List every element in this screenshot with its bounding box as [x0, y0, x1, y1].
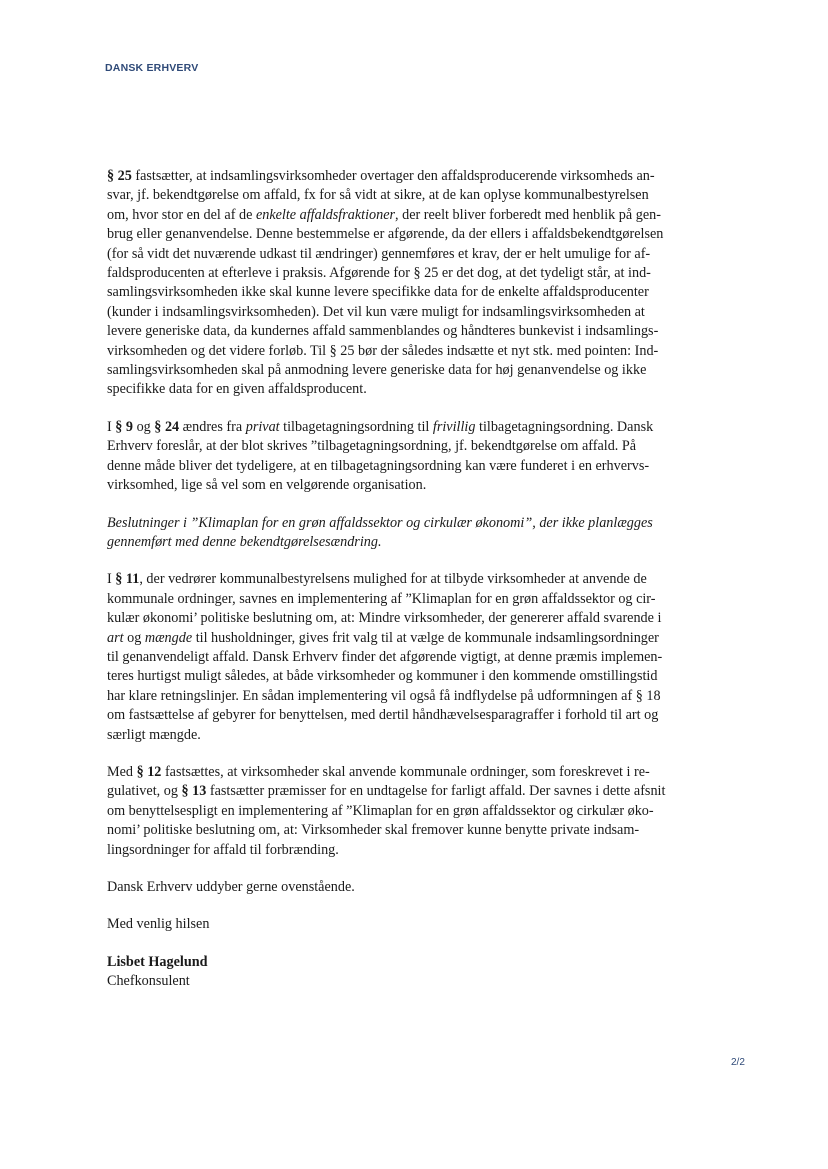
paragraph-section-9-24 — [107, 418, 722, 496]
text-line: har klare retningslinjer. En sådan implementering vil også få indflydelse på udformningen af § 18 — [107, 687, 661, 704]
text-line: art og mængde til husholdninger, gives frit valg til at vælge de kommunale indsamlingsordninger — [107, 629, 659, 646]
page-number: 2/2 — [731, 1057, 745, 1068]
paragraph-section-25 — [107, 167, 722, 400]
text-line: kommunale ordninger, savnes en implementering af ”Klimaplan for en grøn affaldssektor og cir- — [107, 590, 656, 607]
text-line: svar, jf. bekendtgørelse om affald, fx for så vidt at sikre, at de kan oplyse kommunalbestyrelsen — [107, 187, 649, 204]
section-ref: § 13 — [181, 783, 207, 800]
closing-offer: Dansk Erhverv uddyber gerne ovenstående. — [107, 879, 355, 895]
text-line: samlingsvirksomheden skal på anmodning levere generiske data for høj genanvendelse og ikke — [107, 362, 647, 379]
text-line: denne måde bliver det tydeligere, at en tilbagetagningsordning kan være funderet i en erhvervs- — [107, 457, 650, 474]
text-line: specifikke data for en given affaldsproducent. — [107, 381, 367, 398]
text-line: om fastsættelse af gebyrer for benyttelsen, med dertil håndhævelsesparagraffer i forhold til art og — [107, 707, 659, 724]
text-line: brug eller genanvendelse. Denne bestemmelse er afgørende, da der ellers i affaldsbekendtgørelsen — [107, 226, 664, 243]
section-ref: § 11 — [115, 571, 140, 588]
text-line: § 25 fastsætter, at indsamlingsvirksomheder overtager den affaldsproducerende virksomheds an- — [107, 168, 655, 184]
text-line: gulativet, og § 13 fastsætter præmisser for en undtagelse for farligt affald. Der savnes i dette afsnit — [107, 783, 666, 800]
text-line: særligt mængde. — [107, 726, 201, 743]
text-line: virksomhed, lige så vel som en velgørende organisation. — [107, 477, 427, 494]
signature-block — [107, 953, 722, 992]
text-line: nomi’ politiske beslutning om, at: Virksomheder skal fremover kunne benytte private indsam- — [107, 822, 640, 839]
section-ref: § 12 — [136, 763, 162, 780]
text-line: gennemført med denne bekendtgørelsesændring. — [107, 533, 382, 550]
text-line: levere generiske data, da kundernes affald sammenblandes og håndteres bunkevist i indsamlings- — [107, 323, 659, 340]
section-ref: § 24 — [154, 418, 180, 435]
closing-greeting: Med venlig hilsen — [107, 916, 210, 933]
text-line: lingsordninger for affald til forbrænding. — [107, 841, 339, 858]
paragraph-section-11 — [107, 570, 722, 745]
text-line: kulær økonomi’ politiske beslutning om, at: Mindre virksomheder, der genererer affald svarende i — [107, 610, 662, 627]
emphasis-text: enkelte affaldsfraktioner — [255, 206, 396, 223]
brand-header: DANSK ERHVERV — [105, 62, 199, 74]
text-line: Erhverv foreslår, at der blot skrives ”tilbagetagningsordning, jf. bekendtgørelse om affald. På — [107, 438, 637, 455]
section-ref: § 9 — [115, 418, 134, 435]
signature-title: Chefkonsulent — [107, 973, 190, 990]
paragraph-section-12-13 — [107, 763, 722, 860]
text-line: samlingsvirksomheden ikke skal kunne levere specifikke data for de enkelte affaldsproducenter — [107, 284, 649, 301]
emphasis-text: privat — [245, 418, 280, 435]
text-line: I § 11, der vedrører kommunalbestyrelsens mulighed for at tilbyde virksomheder at anvende de — [107, 571, 647, 588]
emphasis-text: frivillig — [432, 418, 476, 435]
text-line: teres hurtigst muligt således, at både virksomheder og kommuner i den kommende omstillingstid — [107, 668, 658, 685]
text-line: I § 9 og § 24 ændres fra privat tilbagetagningsordning til frivillig tilbagetagningsordning. Dansk — [107, 418, 654, 435]
signature-name: Lisbet Hagelund — [107, 953, 208, 970]
paragraph-italic-heading — [107, 514, 722, 553]
text-line: (for så vidt det nuværende udkast til ændringer) gennemføres et krav, der er helt umulige for af- — [107, 245, 651, 262]
text-line: virksomheden og det videre forløb. Til § 25 bør der således indsætte et nyt stk. med pointen: Ind- — [107, 342, 659, 359]
text-line: Beslutninger i ”Klimaplan for en grøn affaldssektor og cirkulær økonomi”, der ikke planlægges — [107, 514, 653, 531]
section-ref: § 25 — [107, 168, 132, 184]
text-line: Med § 12 fastsættes, at virksomheder skal anvende kommunale ordninger, som foreskrevet i re- — [107, 763, 650, 780]
text-line: om, hvor stor en del af de enkelte affaldsfraktioner, der reelt bliver forberedt med henblik på gen- — [107, 206, 661, 223]
text-line: om benyttelsespligt en implementering af ”Klimaplan for en grøn affaldssektor og cirkulær øko- — [107, 802, 654, 819]
text-line: til genanvendeligt affald. Dansk Erhverv finder det afgørende vigtigt, at denne præmis implemen- — [107, 648, 663, 665]
emphasis-text: art — [107, 629, 124, 646]
text-line: (kunder i indsamlingsvirksomheden). Det vil kun være muligt for indsamlingsvirksomheden at — [107, 303, 645, 320]
text-line: faldsproducenten at efterleve i praksis. Afgørende for § 25 er det dog, at det tydeligt står, at ind- — [107, 265, 651, 282]
letter-body — [107, 167, 722, 1010]
emphasis-text: mængde — [144, 629, 193, 646]
